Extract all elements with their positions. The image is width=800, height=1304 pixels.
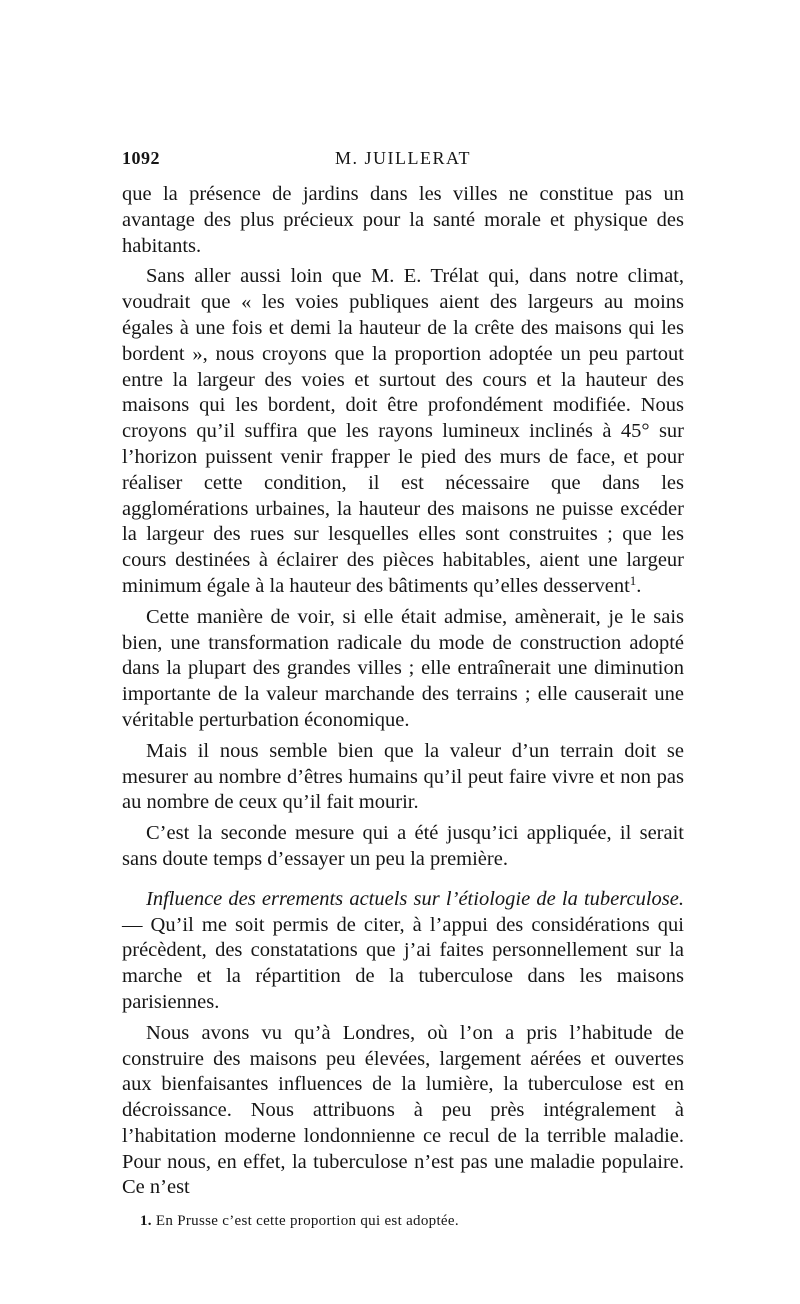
paragraph-text: — Qu’il me soit permis de citer, à l’appui des considérations qui précèdent, des constatations que j’ai faites personnellement sur la marche et la répartition de la tuberculose dans les maisons parisiennes. <box>122 913 684 1013</box>
running-title: M. JUILLERAT <box>335 148 471 168</box>
footnote-reference: 1 <box>629 572 637 588</box>
footnote <box>122 1211 684 1231</box>
footnote-text: En Prusse c’est cette proportion qui est adoptée. <box>155 1213 459 1230</box>
body-text <box>122 182 684 1201</box>
paragraph-london: Nous avons vu qu’à Londres, où l’on a pris l’habitude de construire des maisons peu élevées, largement aérées et ouvertes aux bienfaisantes influences de la lumière, la tuberculose est en décroissance. Nous attribuons à peu près intégralement à l’habitation moderne londonnienne ce recul de la terrible maladie. Pour nous, en effet, la tuberculose n’est pas une maladie populaire. Ce n’est <box>122 1021 684 1199</box>
book-page <box>122 148 684 1231</box>
paragraph-end: . <box>636 574 642 597</box>
paragraph-consequences: Cette manière de voir, si elle était admise, amènerait, je le sais bien, une transformation radicale du mode de construction adopté dans la plupart des grandes villes ; elle entraînerait une diminution importante de la valeur marchande des terrains ; elle causerait une véritable perturbation économique. <box>122 605 684 731</box>
running-header <box>122 148 684 174</box>
paragraph-continued: que la présence de jardins dans les villes ne constitue pas un avantage des plus précieux pour la santé morale et physique des habitants. <box>122 183 684 257</box>
section-title: Influence des errements actuels sur l’étiologie de la tuberculose. <box>146 887 684 910</box>
paragraph-section-start <box>122 887 684 1016</box>
footnote-marker: 1. <box>140 1213 152 1230</box>
paragraph-text: Sans aller aussi loin que M. E. Trélat qui, dans notre climat, voudrait que « les voies publiques aient des largeurs au moins égales à une fois et demi la hauteur de la crête des maisons qui les bordent », nous croyons que la proportion adoptée un peu partout entre la largeur des voies et surtout des cours et la hauteur des maisons qui les bordent, doit être profondément modifiée. Nous croyons qu’il suffira que les rayons lumineux inclinés à 45° sur l’horizon puissent venir frapper le pied des murs de face, et pour réaliser cette condition, il est nécessaire que dans les agglomérations urbaines, la hauteur des maisons ne puisse excéder la largeur des rues sur lesquelles elles sont construites ; que les cours destinées à éclairer des pièces habitables, aient une largeur minimum égale à la hauteur des bâtiments qu’elles desservent <box>122 265 684 597</box>
paragraph-second-measure: C’est la seconde mesure qui a été jusqu’ici appliquée, il serait sans doute temps d’essayer un peu la première. <box>122 822 684 870</box>
page-number: 1092 <box>122 148 160 168</box>
paragraph-trelat <box>122 264 684 599</box>
paragraph-land-value: Mais il nous semble bien que la valeur d’un terrain doit se mesurer au nombre d’êtres humains qu’il peut faire vivre et non pas au nombre de ceux qu’il fait mourir. <box>122 739 684 814</box>
